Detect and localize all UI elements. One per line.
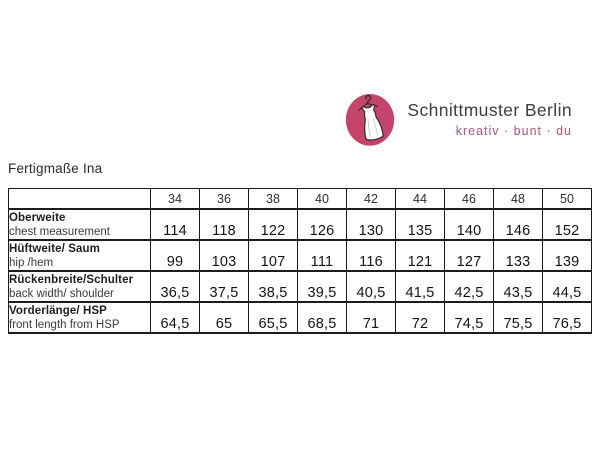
page-title: Fertigmaße Ina <box>8 161 103 176</box>
measurement-value-cell: 152 <box>543 209 592 240</box>
measurement-value-cell: 126 <box>298 209 347 240</box>
measurement-row <box>9 271 592 302</box>
measurement-value-cell: 74,5 <box>445 302 494 333</box>
size-header-row <box>9 189 592 210</box>
measurement-value-cell: 65 <box>200 302 249 333</box>
measurement-value-cell: 64,5 <box>151 302 200 333</box>
measurement-label-en: chest measurement <box>9 225 110 238</box>
measurement-value-cell: 41,5 <box>396 271 445 302</box>
measurement-value-cell: 130 <box>347 209 396 240</box>
measurement-value-cell: 122 <box>249 209 298 240</box>
size-header-cell: 36 <box>200 189 249 210</box>
measurement-value-cell: 42,5 <box>445 271 494 302</box>
dress-on-hanger-icon <box>345 90 395 148</box>
measurement-value-cell: 65,5 <box>249 302 298 333</box>
measurement-value-cell: 111 <box>298 240 347 271</box>
size-header-cell: 38 <box>249 189 298 210</box>
measurement-value-cell: 133 <box>494 240 543 271</box>
measurement-row <box>9 240 592 271</box>
logo <box>345 90 572 148</box>
size-header-cell: 48 <box>494 189 543 210</box>
measurement-value-cell: 127 <box>445 240 494 271</box>
measurement-value-cell: 146 <box>494 209 543 240</box>
measurement-value-cell: 103 <box>200 240 249 271</box>
measurement-value-cell: 40,5 <box>347 271 396 302</box>
logo-text <box>407 99 572 139</box>
measurement-value-cell: 118 <box>200 209 249 240</box>
measurement-value-cell: 37,5 <box>200 271 249 302</box>
measurement-value-cell: 116 <box>347 240 396 271</box>
measurement-value-cell: 76,5 <box>543 302 592 333</box>
measurement-value-cell: 114 <box>151 209 200 240</box>
size-header-cell: 50 <box>543 189 592 210</box>
measurement-label-de: Hüftweite/ Saum <box>9 242 100 255</box>
measurement-label-en: front length from HSP <box>9 318 120 331</box>
measurement-label-en: back width/ shoulder <box>9 287 114 300</box>
measurement-row <box>9 302 592 333</box>
measurement-label-cell <box>9 240 151 271</box>
size-header-cell: 44 <box>396 189 445 210</box>
brand-tagline: kreativ · bunt · du <box>455 124 572 138</box>
measurement-value-cell: 75,5 <box>494 302 543 333</box>
measurement-label-de: Vorderlänge/ HSP <box>9 304 107 317</box>
measurement-value-cell: 39,5 <box>298 271 347 302</box>
size-header-cell: 46 <box>445 189 494 210</box>
measurement-value-cell: 38,5 <box>249 271 298 302</box>
measurement-value-cell: 99 <box>151 240 200 271</box>
measurement-label-cell <box>9 209 151 240</box>
measurement-value-cell: 71 <box>347 302 396 333</box>
brand-name: Schnittmuster Berlin <box>407 100 572 120</box>
measurement-label-cell <box>9 302 151 333</box>
measurement-value-cell: 68,5 <box>298 302 347 333</box>
measurement-value-cell: 43,5 <box>494 271 543 302</box>
measurement-value-cell: 36,5 <box>151 271 200 302</box>
measurement-value-cell: 107 <box>249 240 298 271</box>
measurement-value-cell: 72 <box>396 302 445 333</box>
measurement-label-de: Oberweite <box>9 211 66 224</box>
size-header-cell: 42 <box>347 189 396 210</box>
measurement-value-cell: 121 <box>396 240 445 271</box>
size-header-cell: 34 <box>151 189 200 210</box>
measurement-label-de: Rückenbreite/Schulter <box>9 273 134 286</box>
measurement-value-cell: 139 <box>543 240 592 271</box>
measurement-value-cell: 135 <box>396 209 445 240</box>
measurement-value-cell: 44,5 <box>543 271 592 302</box>
size-header-cell: 40 <box>298 189 347 210</box>
measurement-value-cell: 140 <box>445 209 494 240</box>
measurement-label-en: hip /hem <box>9 256 54 269</box>
measurement-label-cell <box>9 271 151 302</box>
corner-cell <box>9 189 151 210</box>
measurements-table <box>8 188 592 334</box>
measurement-row <box>9 209 592 240</box>
